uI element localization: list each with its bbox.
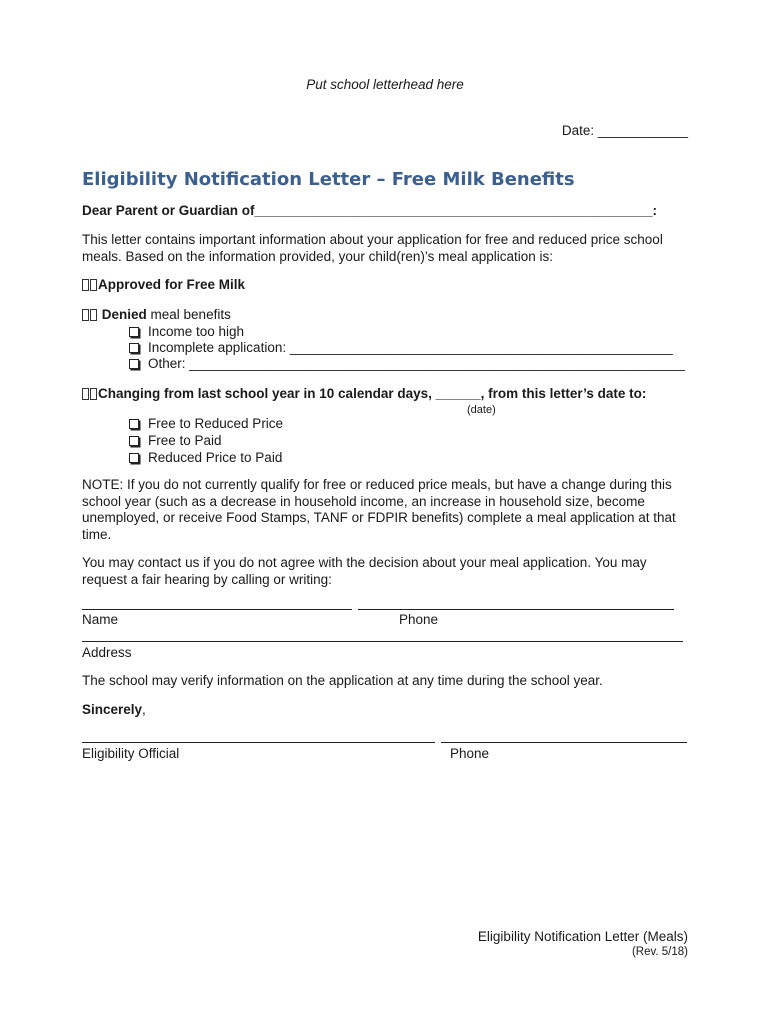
salutation-blank: _____________________________________________________: [254, 203, 657, 218]
denied-reason-label: Income too high [148, 324, 245, 339]
checkbox-icon [129, 327, 139, 337]
change-option-label: Free to Paid [148, 433, 222, 448]
closing [82, 702, 146, 717]
closing-comma: , [142, 702, 146, 717]
change-option-item [129, 416, 283, 431]
contact-paragraph: You may contact us if you do not agree with the decision about your meal application. You may request a fair hearing by calling or writing: [82, 555, 647, 587]
intro-paragraph: This letter contains important information about your application for free and reduced price school meals. Based on the information provided, your child(ren)’s meal application is: [82, 232, 663, 264]
denied-reason-item [129, 324, 244, 339]
denied-reason-item [129, 356, 685, 371]
checkbox-glyph-icon [90, 279, 97, 291]
address-label: Address [82, 645, 132, 660]
page-title: Eligibility Notification Letter – Free Milk Benefits [82, 169, 575, 190]
note-paragraph: NOTE: If you do not currently qualify for free or reduced price meals, but have a change during this school year (such as a decrease in household income, an increase in household size, become unemployed, or receive Food Stamps, TANF or FDPIR benefits) complete a meal application at that time. [82, 477, 676, 542]
checkbox-icon [129, 359, 139, 369]
date-field: Date: ____________ [561, 123, 688, 138]
denied-label: Denied [101, 307, 147, 322]
change-option-item [129, 450, 282, 465]
checkbox-icon [129, 343, 139, 353]
denied-suffix: meal benefits [146, 307, 231, 322]
denied-reason-label: Other: __________________________________________________________________ [148, 356, 685, 371]
phone-label: Phone [399, 612, 439, 627]
phone-signature-line [358, 609, 674, 610]
name-signature-line [82, 609, 352, 610]
address-line [82, 641, 683, 642]
checkbox-glyph-icon [90, 388, 97, 400]
official-phone-line [441, 742, 687, 743]
name-label: Name [82, 612, 119, 627]
changing-label: Changing from last school year in 10 calendar days, ______, from this letter’s date to: [98, 386, 647, 401]
checkbox-glyph-icon [82, 279, 89, 291]
letterhead-placeholder: Put school letterhead here [306, 77, 464, 92]
approved-option [82, 277, 245, 292]
salutation [82, 203, 657, 218]
change-option-label: Free to Reduced Price [148, 416, 284, 431]
date-hint: (date) [467, 404, 496, 416]
approved-label: Approved for Free Milk [98, 277, 246, 292]
salutation-text: Dear Parent or Guardian of [82, 203, 255, 218]
footer-title: Eligibility Notification Letter (Meals) [477, 929, 688, 944]
checkbox-icon [129, 419, 139, 429]
footer-revision: (Rev. 5/18) [631, 946, 688, 958]
sincerely-text: Sincerely [82, 702, 143, 717]
official-label: Eligibility Official [82, 746, 180, 761]
checkbox-glyph-icon [90, 309, 97, 321]
checkbox-icon [129, 436, 139, 446]
checkbox-glyph-icon [82, 309, 89, 321]
checkbox-icon [129, 453, 139, 463]
denied-reason-label: Incomplete application: ___________________________________________________ [148, 340, 673, 355]
changing-option [82, 386, 646, 401]
change-option-label: Reduced Price to Paid [148, 450, 283, 465]
denied-reason-item [129, 340, 673, 355]
verify-statement: The school may verify information on the application at any time during the school year. [82, 673, 603, 688]
change-option-item [129, 433, 222, 448]
denied-option [82, 307, 231, 322]
official-signature-line [82, 742, 435, 743]
checkbox-glyph-icon [82, 388, 89, 400]
official-phone-label: Phone [450, 746, 490, 761]
